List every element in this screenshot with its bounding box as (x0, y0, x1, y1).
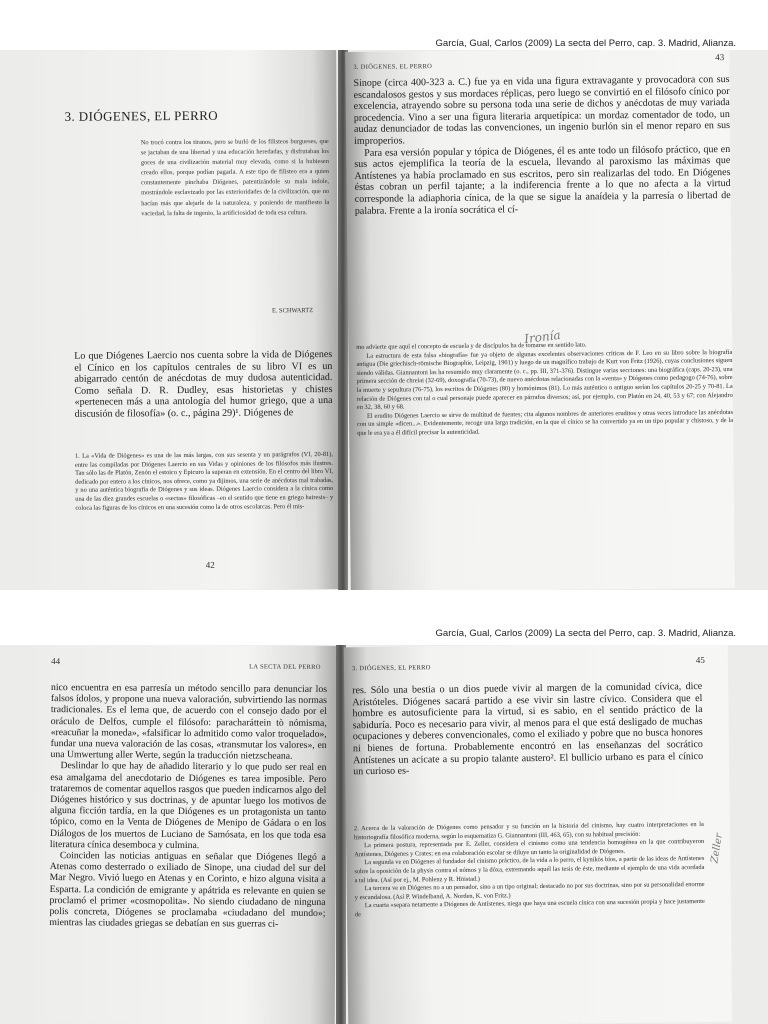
body-text (74, 349, 332, 420)
page-number: 43 (715, 52, 725, 63)
scan-spread-2 (0, 645, 768, 1024)
citation-top: García, Gual, Carlos (2009) La secta del Perro, cap. 3. Madrid, Alianza. (435, 38, 736, 49)
body-paragraph: res. Sólo una bestia o un dios puede vivir al margen de la comunidad cívica, dice Aristóteles. Diógenes sacará partido a ese vivir sin lastre cívico. Considera que el hombre es autosuficiente para la virtud, si es sabio, en el sentido práctico de la sabiduría. Poco es necesario para vivir, al menos para el que está desligado de muchas ocupaciones y deberes convencionales, como el exiliado y pobre que no busca honores ni bienes de fortuna. Probablemente encontró en las enseñanzas del socrático Antístenes un acicate a su propio talante austero². El bullicio urbano es para el cínico un curioso es- (352, 680, 704, 778)
scan-spread-1 (0, 50, 768, 590)
footnote-paragraph: mo advierte que aquí el concepto de escuela y de discípulos ha de tomarse en sentido lato. (356, 341, 587, 351)
footnote-paragraph: La tercera ve en Diógenes no a un pensador, sino a un tipo original; destacado no por sus doctrinas, sino por su personalidad enorme y escandalosa. (Así P. Windelband, A. Norden, K. von Fritz.) (354, 881, 705, 901)
handwritten-margin-note: Zeller (709, 832, 726, 864)
body-text (353, 74, 730, 217)
footnote-paragraph: La cuarta «separa netamente a Diógenes de Antístenes, niega que haya una escuela cínica con una sucesión propia y hace justamente de (354, 898, 705, 919)
running-head: 3. DIÓGENES, EL PERRO (353, 63, 433, 71)
body-paragraph: Para esa versión popular y tópica de Diógenes, él es ante todo un filósofo práctico, que en sus actos ejemplifica la teoría de la escuela, llevando al paroxismo las máximas que Antístenes ya había proclamado en sus escritos, pero sin realizarlas del todo. En Diógenes éstas cobran un perfil tajante; a la indiferencia frente a lo que no afecta a la virtud corresponde la adiaphoria cínica, de la que se sigue la anaídeia y la parresía o libertad de palabra. Frente a la ironía socrática el cí- (354, 143, 731, 217)
body-paragraph: Deslindar lo que hay de añadido literario y lo que pudo ser real en esa amalgama del anecdotario de Diógenes es tarea imposible. Pero trataremos de comentar aquellos rasgos que pueden indicarnos algo del Diógenes histórico y sus doctrinas, y de apuntar luego los motivos de alguna ficción tardía, en la que Diógenes es un protagonista un tanto tópico, como en la Venta de Diógenes de Menipo de Gádara o en los Diálogos de los muertos de Luciano de Samósata, en los que toda esa literatura cínica desemboca y culmina. (49, 760, 327, 851)
footnote-paragraph: 2. Acerca de la valoración de Diógenes como pensador y su función en la historia del cinismo, hay cuatro interpretaciones en la historiografía filosófica moderna, según lo esquematiza G. Giannantoni (III, 463, 65), con su habitual precisión: (353, 820, 704, 841)
footnote-paragraph: La primera postura, representada por E. Zeller, considera el cinismo como una tendencia homogénea en la que contribuyeron Antístenes, Diógenes y Crates; en esa colaboración escolar se diluye un tanto la originalidad de Diógenes. (354, 838, 705, 859)
footnote-paragraph: El erudito Diógenes Laercio se sirve de multitud de fuentes; cita algunos nombres de anteriores eruditos y otras veces introduce las anécdotas con un simple «dicen...». Evidentemente, recoge una larga tradición, en la que el cínico se ha convertido ya en un tipo popular y chistoso, y de la que le era ya a él difícil precisar la autenticidad. (357, 408, 734, 437)
body-paragraph: Sinope (circa 400-323 a. C.) fue ya en vida una figura extravagante y provocadora con sus escandalosos gestos y sus mordaces réplicas, pero luego se convirtió en el filósofo cínico por excelencia, atrayendo sobre su persona toda una serie de dichos y anécdotas de muy variada procedencia. Vino a ser una figura literaria arquetípica: un mordaz comentador de todo, un audaz denunciador de todas las convenciones, un ingenio burlón sin el menor reparo en sus improperios. (353, 74, 731, 147)
body-paragraph: Lo que Diógenes Laercio nos cuenta sobre la vida de Diógenes el Cínico en los capítulos centrales de su libro VI es un abigarrado centón de anécdotas de muy dudosa autenticidad. Como señala D. R. Dudley, esas historietas y chistes «pertenecen más a una antología del humor griego, que a una discusión de filosofía» (o. c., página 29)¹. Diógenes de (74, 348, 333, 420)
page-number: 42 (205, 559, 215, 570)
chapter-title: 3. DIÓGENES, EL PERRO (64, 107, 219, 124)
running-head: 3. DIÓGENES, EL PERRO (351, 664, 431, 673)
handwritten-margin-note: Ironía (523, 327, 562, 347)
footnote-2 (354, 821, 705, 920)
page-42 (34, 50, 340, 590)
epigraph-author: E. SCHWARTZ (271, 307, 314, 315)
body-paragraph: nico encuentra en esa parresía un método sencillo para denunciar los falsos ídolos, y propone una nueva valoración, subvirtiendo las normas tradicionales. Es el lema que, de acuerdo con el consejo dado por el oráculo de Delfos, cumple el filósofo: paracharáttein tò nómisma, «reacuñar la moneda», «falsificar lo admitido como valor troquelado», fundar una nueva valoración de las cosas, «transmutar los valores», en una Umwertung aller Werte, según la traducción nietzscheana. (50, 682, 328, 762)
footnote-paragraph: La estructura de esta falsa «biografía» fue ya objeto de algunas excelentes observaciones críticas de F. Leo en su libro sobre la biografía antigua (Die griechisch-römische Biographie, Leipzig, 1901) y luego de un magnífico trabajo de Kurt von Fritz (1926), cuyas conclusiones siguen siendo válidas. Giannantoni las ha resumido muy claramente (o. c., pp. III, 371-376). Distingue varias secciones: una biográfica (caps. 20-23), una primera sección de chreíai (32-69), doxografía (70-73), de nuevo anécdotas relacionadas con la «venta» y Diógenes como pedagogo (74-76), sobre la muerte y sepultura (76-75), los escritos de Diógenes (80) y homónimos (81). Lo más auténtico o antiguo serían los capítulos 20-25 y 70-81. La relación de Diógenes con tal o cual personaje puede aparecer en párrafos diversos; así, por ejemplo, con Platón en 24, 40, 53 y 67; con Alejandro en 32, 38, 60 y 68. (356, 348, 733, 412)
page-number: 45 (695, 654, 705, 666)
body-text (352, 681, 703, 778)
page-45 (344, 645, 733, 1024)
footnote-paragraph: 1. La «Vida de Diógenes» es una de las más largas, con sus sesenta y un parágrafos (VI, 20-81), entre las compiladas por Diógenes Laercio en sus Vidas y opiniones de los filósofos más ilustres. Tan sólo las de Platón, Zenón el estoico y Epicuro la superan en extensión. En el centro del libro VI, dedicado por entero a los cínicos, nos ofrece, como ya dijimos, una serie de anécdotas mal trabadas, y no una auténtica biografía de Diógenes y sus ideas. Diógenes Laercio considera a la cínica como una de las diez grandes escuelas o «sectas» filosóficas –en el sentido que tiene en griego hairesis– y coloca las figuras de los cínicos en una sucesión como la de otros escolarcas. Pero él mis- (74, 450, 334, 512)
footnote-1 (75, 451, 333, 513)
epigraph: No trocó contra los tiranos, pero se burló de los filisteos burgueses, que se jactaban de una libertad y una educación heredadas, y disfrutaban los goces de una civilización material muy elevada, como si la hubiesen creado ellos, porque podían pagarla. A este tipo de filisteo era a quien constantemente pinchaba Diógenes, patentizándole su mala índole, mostrándole esclavizado por las exterioridades de la civilización, que no hacían más que alejarle de la naturaleza, y poniendo de manifiesto la vaciedad, la falta de ingenio, la artificiosidad de toda esa cultura. (140, 138, 330, 217)
page-number: 44 (51, 656, 61, 667)
citation-bottom: García, Gual, Carlos (2009) La secta del Perro, cap. 3. Madrid, Alianza. (435, 628, 736, 639)
page-43 (345, 50, 735, 590)
page-44 (35, 645, 338, 1024)
body-text (49, 682, 327, 930)
running-head: LA SECTA DEL PERRO (249, 663, 321, 671)
body-paragraph: Coinciden las noticias antiguas en señalar que Diógenes llegó a Atenas como desterrado o exiliado de Sinope, una ciudad del sur del Mar Negro. Vivió luego en Atenas y en Corinto, e hizo alguna visita a Esparta. La condición de emigrante y apátrida es relevante en quien se proclamó el primer «cosmopolita». No siendo ciudadano de ninguna polis concreta, Diógenes se proclamaba «ciudadano del mundo»; mientras las ciudades griegas se debatían en sus guerras ci- (49, 850, 326, 930)
footnote-paragraph: La segunda ve en Diógenes al fundador del cinismo práctico, de la vida a lo perro, el kynikòs bíos, a partir de las ideas de Antístenes sobre la oposición de la physis contra el nómos y la dóxa, extremando aquél las tesis de éste, mediante el ejemplo de una vida acordada a tal idea. (Así por ej., M. Pohlenz y R. Höistad.) (354, 855, 705, 884)
footnote-block (356, 340, 733, 438)
